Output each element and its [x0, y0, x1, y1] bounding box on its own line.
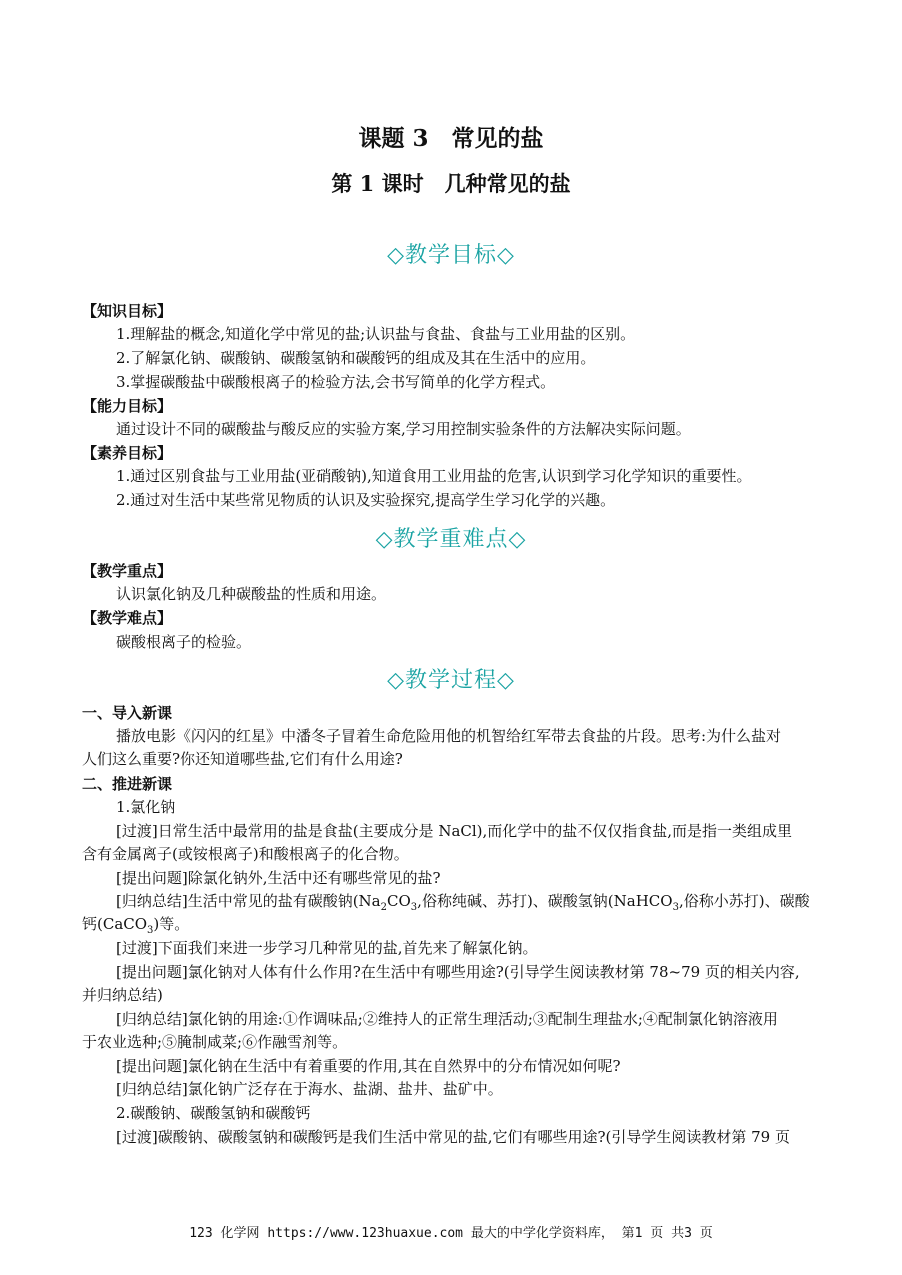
- subsection-title: 1.氯化钠: [116, 798, 176, 816]
- label-literacy: 【素养目标】: [82, 444, 173, 462]
- paragraph-line: [提出问题]除氯化钠外,生活中还有哪些常见的盐?: [116, 869, 441, 887]
- literacy-item-2: 2.通过对生活中某些常见物质的认识及实验探究,提高学生学习化学的兴趣。: [116, 491, 616, 509]
- heading-new-lesson: 二、推进新课: [82, 775, 173, 793]
- text-segment: )等。: [153, 915, 190, 933]
- section-heading-process: ◇教学过程◇: [387, 668, 515, 693]
- text-segment: ,俗称纯碱、苏打)、碳酸氢钠(NaHCO: [417, 892, 673, 910]
- difficulty-text: 碳酸根离子的检验。: [116, 633, 252, 651]
- subscript: 2: [380, 902, 388, 913]
- ability-text: 通过设计不同的碳酸盐与酸反应的实验方案,学习用控制实验条件的方法解决实际问题。: [116, 420, 691, 438]
- section-heading-goals: ◇教学目标◇: [387, 243, 515, 268]
- paragraph-line: [提出问题]氯化钠在生活中有着重要的作用,其在自然界中的分布情况如何呢?: [116, 1057, 621, 1075]
- subscript: 3: [147, 925, 154, 936]
- label-difficulty: 【教学难点】: [82, 609, 173, 627]
- subscript: 3: [672, 902, 679, 913]
- knowledge-item-2: 2.了解氯化钠、碳酸钠、碳酸氢钠和碳酸钙的组成及其在生活中的应用。: [116, 349, 596, 367]
- paragraph-line: 播放电影《闪闪的红星》中潘冬子冒着生命危险用他的机智给红军带去食盐的片段。思考:为什么盐对: [116, 727, 782, 745]
- paragraph-line: [归纳总结]氯化钠的用途:①作调味品;②维持人的正常生理活动;③配制生理盐水;④配制氯化钠溶液用: [116, 1010, 778, 1028]
- paragraph-line: [提出问题]氯化钠对人体有什么作用?在生活中有哪些用途?(引导学生阅读教材第 78~79 页的相关内容,: [116, 963, 800, 981]
- paragraph-line: 于农业选种;⑤腌制咸菜;⑥作融雪剂等。: [82, 1033, 348, 1051]
- section-heading-key: ◇教学重难点◇: [375, 527, 527, 552]
- label-focus: 【教学重点】: [82, 562, 173, 580]
- text-segment: CO: [387, 892, 411, 910]
- text-segment: [归纳总结]生活中常见的盐有碳酸钠(Na: [116, 892, 381, 910]
- paragraph-line: [过渡]日常生活中最常用的盐是食盐(主要成分是 NaCl),而化学中的盐不仅仅指食盐,而是指一类组成里: [116, 822, 793, 840]
- subscript: 3: [410, 902, 418, 913]
- page-footer: 123 化学网 https://www.123huaxue.com 最大的中学化学资料库， 第1 页 共3 页: [189, 1226, 713, 1241]
- paragraph-line: 含有金属离子(或铵根离子)和酸根离子的化合物。: [82, 845, 409, 863]
- focus-text: 认识氯化钠及几种碳酸盐的性质和用途。: [116, 585, 387, 603]
- page-title: 课题 3 常见的盐: [358, 125, 544, 152]
- paragraph-line: [过渡]下面我们来进一步学习几种常见的盐,首先来了解氯化钠。: [116, 939, 538, 957]
- paragraph-line: [116, 890, 810, 919]
- paragraph-line: [过渡]碳酸钠、碳酸氢钠和碳酸钙是我们生活中常见的盐,它们有哪些用途?(引导学生阅读教材第 79 页: [116, 1128, 790, 1146]
- knowledge-item-3: 3.掌握碳酸盐中碳酸根离子的检验方法,会书写简单的化学方程式。: [116, 373, 556, 391]
- subsection-title: 2.碳酸钠、碳酸氢钠和碳酸钙: [116, 1104, 311, 1122]
- text-segment: 钙(CaCO: [82, 915, 148, 933]
- literacy-item-1: 1.通过区别食盐与工业用盐(亚硝酸钠),知道食用工业用盐的危害,认识到学习化学知识的重要性。: [116, 467, 752, 485]
- paragraph-line: [归纳总结]氯化钠广泛存在于海水、盐湖、盐井、盐矿中。: [116, 1080, 503, 1098]
- text-segment: ,俗称小苏打)、碳酸: [678, 892, 810, 910]
- page-subtitle: 第 1 课时 几种常见的盐: [331, 171, 571, 196]
- paragraph-line: 人们这么重要?你还知道哪些盐,它们有什么用途?: [82, 750, 403, 768]
- heading-intro: 一、导入新课: [82, 704, 173, 722]
- label-knowledge: 【知识目标】: [82, 302, 173, 320]
- paragraph-line: 并归纳总结): [82, 986, 163, 1004]
- knowledge-item-1: 1.理解盐的概念,知道化学中常见的盐;认识盐与食盐、食盐与工业用盐的区别。: [116, 325, 636, 343]
- label-ability: 【能力目标】: [82, 397, 173, 415]
